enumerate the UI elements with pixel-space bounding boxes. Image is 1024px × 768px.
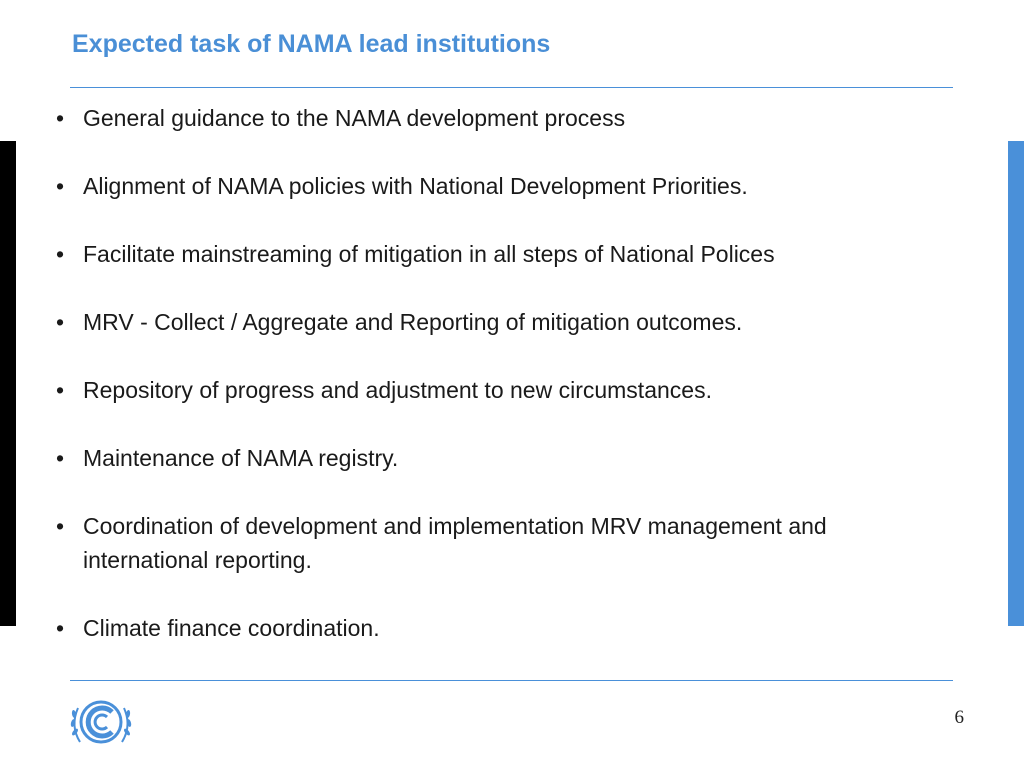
bullet-text: MRV - Collect / Aggregate and Reporting of mitigation outcomes. (83, 309, 743, 335)
bullet-item (56, 509, 956, 577)
bullet-text: Alignment of NAMA policies with National Development Priorities. (83, 173, 748, 199)
bullet-text: Maintenance of NAMA registry. (83, 445, 399, 471)
footer-divider (70, 680, 953, 681)
left-edge-bar (0, 141, 16, 626)
bullet-item (56, 611, 956, 645)
bullet-text: Repository of progress and adjustment to new circumstances. (83, 377, 712, 403)
bullet-item (56, 305, 956, 339)
bullet-item (56, 237, 956, 271)
bullet-icon: • (56, 513, 65, 539)
bullet-text: Coordination of development and implementation MRV management and international reporting. (83, 513, 827, 573)
bullet-icon: • (56, 241, 65, 267)
bullet-text: General guidance to the NAMA development process (83, 105, 626, 131)
bullet-text: Facilitate mainstreaming of mitigation in all steps of National Polices (83, 241, 775, 267)
bullet-icon: • (56, 615, 65, 641)
bullet-icon: • (56, 377, 65, 403)
bullet-item (56, 101, 956, 135)
slide-title: Expected task of NAMA lead institutions (72, 30, 551, 58)
bullet-item (56, 441, 956, 475)
bullet-list (56, 101, 956, 645)
title-divider (70, 87, 953, 88)
page-number: 6 (954, 707, 964, 728)
bullet-text: Climate finance coordination. (83, 615, 380, 641)
bullet-icon: • (56, 445, 65, 471)
bullet-icon: • (56, 105, 65, 131)
bullet-item (56, 373, 956, 407)
bullet-icon: • (56, 309, 65, 335)
bullet-item (56, 169, 956, 203)
unfccc-logo-icon (66, 696, 136, 752)
right-edge-bar (1008, 141, 1024, 626)
bullet-icon: • (56, 173, 65, 199)
